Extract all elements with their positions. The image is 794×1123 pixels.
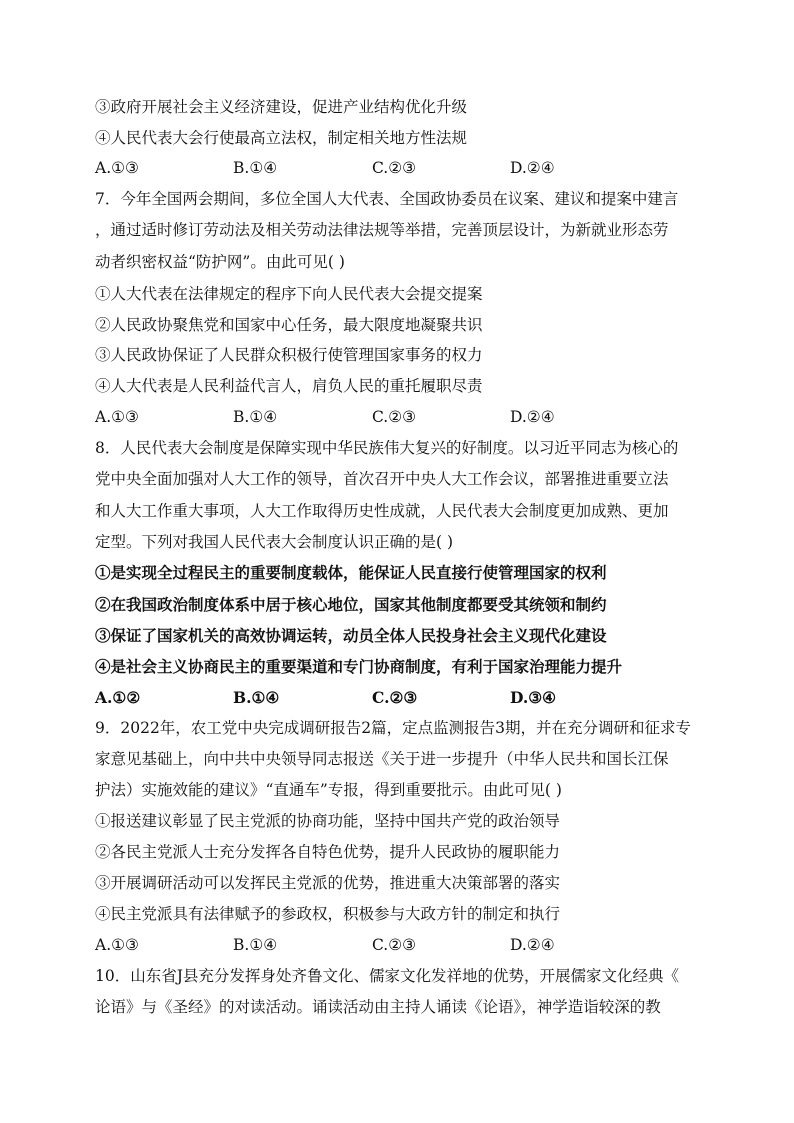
q9-statement-4: ④民主党派具有法律赋予的参政权，积极参与大政方针的制定和执行 <box>95 905 561 923</box>
q7-statement-2: ②人民政协聚焦党和国家中心任务，最大限度地凝聚共识 <box>95 316 483 334</box>
q7-statement-1: ①人大代表在法律规定的程序下向人民代表大会提交提案 <box>95 285 483 303</box>
q8-statement-1: ①是实现全过程民主的重要制度载体，能保证人民直接行使管理国家的权利 <box>95 563 607 582</box>
q7-option-a[interactable]: A.①③ <box>95 408 139 426</box>
q7-option-d[interactable]: D.②④ <box>510 408 555 426</box>
q10-stem-line-2: 论语》与《圣经》的对读活动。诵读活动由主持人诵读《论语》，神学造诣较深的教 <box>95 998 661 1016</box>
q8-statement-3: ③保证了国家机关的高效协调运转，动员全体人民投身社会主义现代化建设 <box>95 626 607 645</box>
q9-stem-line-1: 9．2022年，农工党中央完成调研报告2篇，定点监测报告3期，并在充分调研和征求专 <box>95 719 692 737</box>
q8-option-a[interactable]: A.①② <box>95 688 141 707</box>
q7-stem-line-1: 7．今年全国两会期间，多位全国人大代表、全国政协委员在议案、建议和提案中建言 <box>95 190 679 208</box>
q9-statement-1: ①报送建议彰显了民主党派的协商功能，坚持中国共产党的政治领导 <box>95 812 561 830</box>
q7-stem-line-3: 动者织密权益“防护网”。由此可见( ) <box>95 253 345 271</box>
q7-option-b[interactable]: B.①④ <box>233 408 278 426</box>
q7-stem-line-2: ，通过适时修订劳动法及相关劳动法律法规等举措，完善顶层设计，为新就业形态劳 <box>95 221 669 239</box>
q8-statement-4: ④是社会主义协商民主的重要渠道和专门协商制度，有利于国家治理能力提升 <box>95 657 623 676</box>
q7-statement-3: ③人民政协保证了人民群众积极行使管理国家事务的权力 <box>95 346 483 364</box>
q8-option-d[interactable]: D.③④ <box>510 688 557 707</box>
q8-statement-2: ②在我国政治制度体系中居于核心地位，国家其他制度都要受其统领和制约 <box>95 595 607 614</box>
q8-stem-line-1: 8．人民代表大会制度是保障实现中华民族伟大复兴的好制度。以习近平同志为核心的 <box>95 439 679 457</box>
q9-stem-line-2: 家意见基础上，向中共中央领导同志报送《关于进一步提升（中华人民共和国长江保 <box>95 750 669 768</box>
q7-option-c[interactable]: C.②③ <box>372 408 417 426</box>
q6-option-c[interactable]: C.②③ <box>372 159 417 177</box>
q9-option-a[interactable]: A.①③ <box>95 936 139 954</box>
q6-option-b[interactable]: B.①④ <box>233 159 278 177</box>
q6-statement-3: ③政府开展社会主义经济建设，促进产业结构优化升级 <box>95 98 468 116</box>
q6-statement-4: ④人民代表大会行使最高立法权，制定相关地方性法规 <box>95 129 468 147</box>
q8-stem-line-4: 定型。下列对我国人民代表大会制度认识正确的是( ) <box>95 533 454 551</box>
q6-option-d[interactable]: D.②④ <box>510 159 555 177</box>
q9-stem-line-3: 护法）实施效能的建议》“直通车”专报，得到重要批示。由此可见( ) <box>95 781 562 799</box>
q7-statement-4: ④人大代表是人民利益代言人，肩负人民的重托履职尽责 <box>95 377 483 395</box>
q9-option-b[interactable]: B.①④ <box>233 936 278 954</box>
q8-option-b[interactable]: B.①④ <box>233 688 280 707</box>
q9-option-c[interactable]: C.②③ <box>372 936 417 954</box>
q6-option-a[interactable]: A.①③ <box>95 159 139 177</box>
q8-stem-line-2: 党中央全面加强对人大工作的领导，首次召开中央人大工作会议，部署推进重要立法 <box>95 470 669 488</box>
q9-statement-3: ③开展调研活动可以发挥民主党派的优势，推进重大决策部署的落实 <box>95 874 561 892</box>
q8-option-c[interactable]: C.②③ <box>372 688 418 707</box>
q10-stem-line-1: 10．山东省J县充分发挥身处齐鲁文化、儒家文化发祥地的优势，开展儒家文化经典《 <box>95 967 679 985</box>
q9-statement-2: ②各民主党派人士充分发挥各自特色优势，提升人民政协的履职能力 <box>95 843 561 861</box>
q9-option-d[interactable]: D.②④ <box>510 936 555 954</box>
q8-stem-line-3: 和人大工作重大事项，人大工作取得历史性成就，人民代表大会制度更加成熟、更加 <box>95 502 669 520</box>
